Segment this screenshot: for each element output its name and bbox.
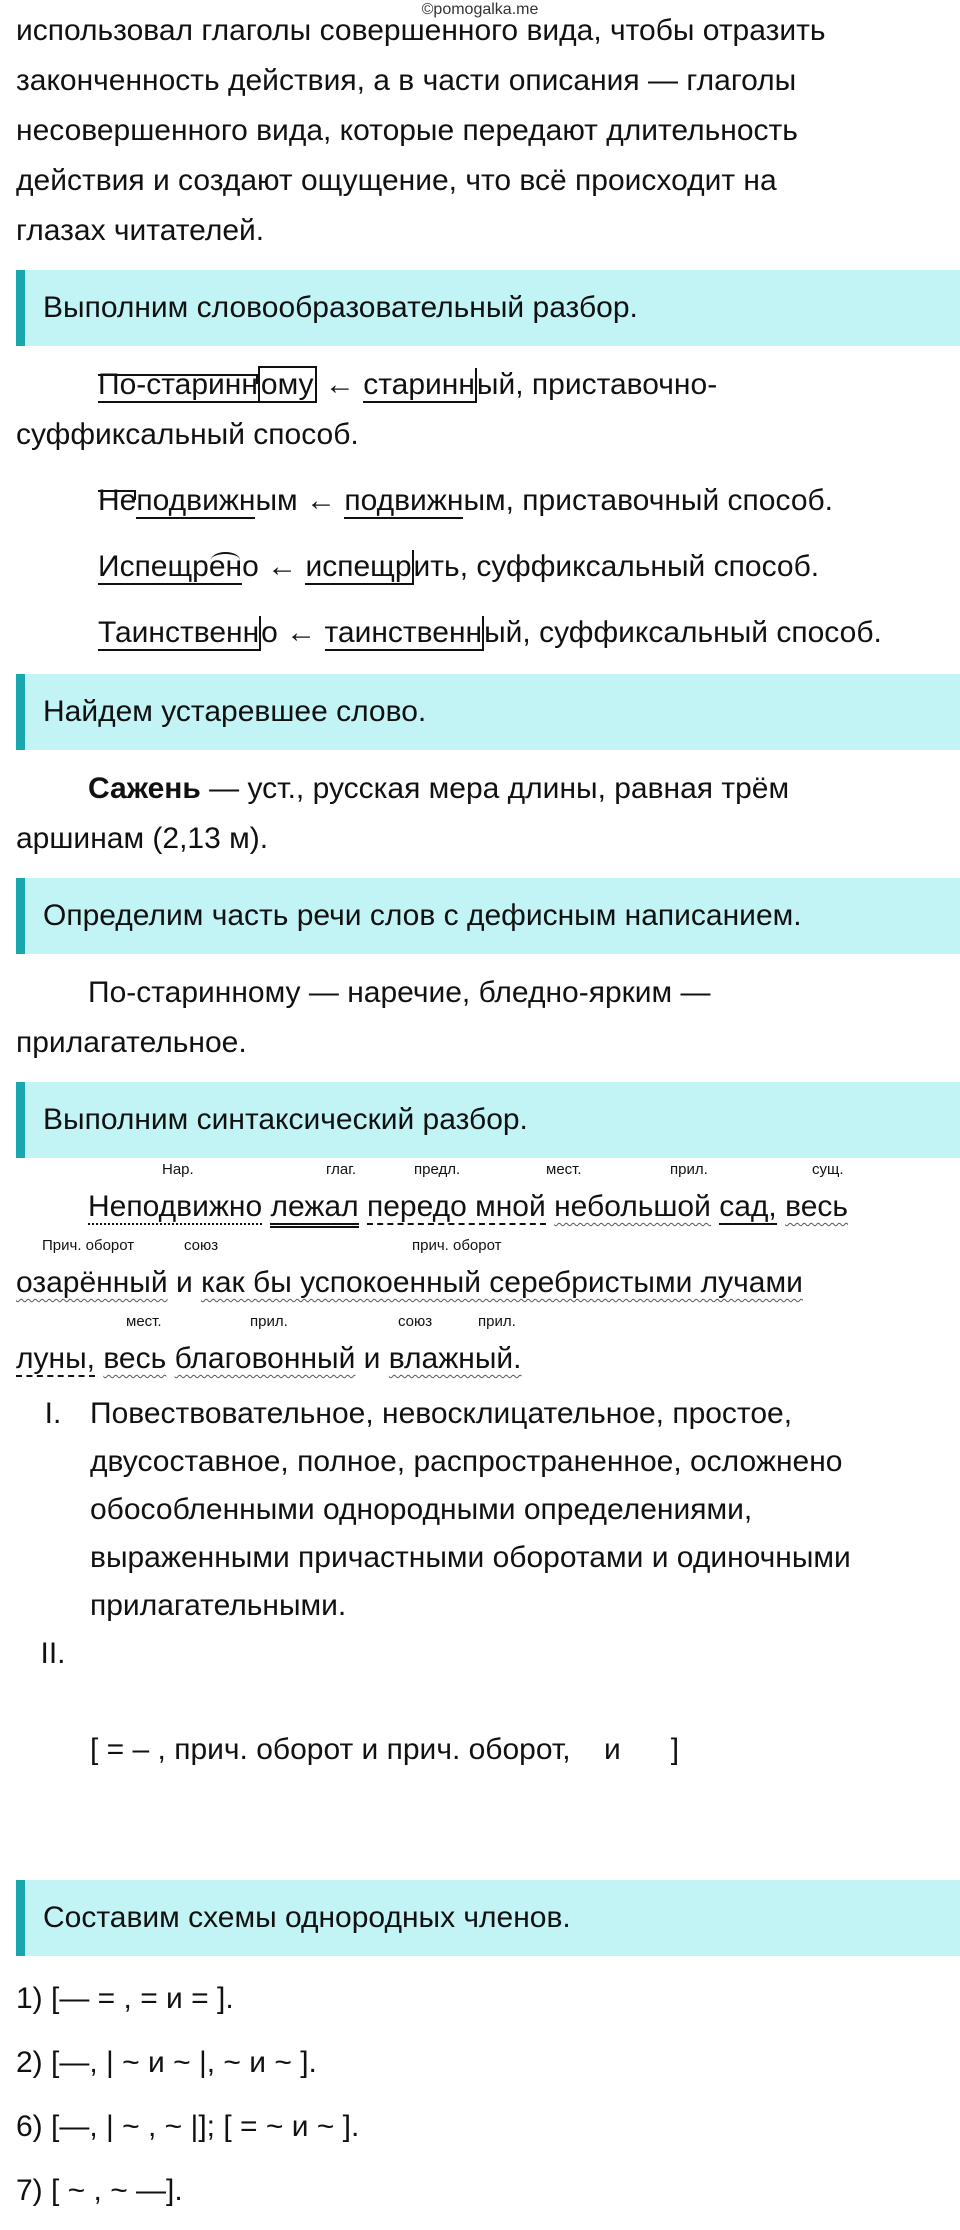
pos-label: предл. xyxy=(414,1161,461,1178)
part-of-speech-labels xyxy=(16,1312,956,1334)
sentence-word: лежал xyxy=(270,1190,358,1228)
archaic-definition-continued: аршинам (2,13 м). xyxy=(16,822,269,855)
section-header-schemes: Составим схемы однородных членов. xyxy=(16,1880,960,1956)
syntax-line xyxy=(16,1236,956,1312)
formation-method: , суффиксальный способ. xyxy=(459,550,820,583)
pos-label: прил. xyxy=(670,1161,708,1178)
sentence-word: озарённый xyxy=(16,1266,168,1299)
sentence-word: сад, xyxy=(719,1190,777,1223)
archaic-definition-text: — уст., русская мера длины, равная трём xyxy=(200,772,790,805)
archaic-block xyxy=(16,764,956,864)
derived-word-ending: ым xyxy=(255,484,298,517)
source-word-stem: подвижн xyxy=(344,484,464,517)
sentence-word: влажный. xyxy=(388,1342,522,1375)
part-of-speech-labels xyxy=(16,1236,956,1258)
analysis-list xyxy=(16,1390,956,1870)
word-formation-item xyxy=(16,608,956,658)
sentence-text xyxy=(16,1268,803,1298)
source-word-ending: ый xyxy=(484,616,523,649)
formation-method: , суффиксальный способ. xyxy=(522,616,882,649)
source-word-ending: ым xyxy=(463,484,506,517)
arrow-icon: ← xyxy=(316,368,364,401)
pos-label: мест. xyxy=(546,1161,582,1178)
source-word-ending: ить xyxy=(413,550,460,583)
pos-label: союз xyxy=(184,1237,219,1254)
pos-label: Прич. оборот xyxy=(42,1237,135,1254)
analysis-line: двусоставное, полное, распространенное, осложнено xyxy=(90,1445,843,1478)
sentence-word: небольшой xyxy=(554,1190,711,1223)
derived-word-stem: подвижн xyxy=(136,484,256,517)
analysis-line: Повествовательное, невосклицательное, простое, xyxy=(90,1397,793,1430)
analysis-line: обособленными однородными определениями, xyxy=(90,1493,753,1526)
sentence-word: весь xyxy=(785,1190,849,1223)
analysis-line: [ = – , прич. оборот и прич. оборот, и ] xyxy=(90,1733,680,1766)
suffix: ен xyxy=(208,550,243,583)
word-formation-item xyxy=(16,360,956,410)
scheme-line: 6) [—, | ~ , ~ |]; [ = ~ и ~ ]. xyxy=(16,2110,360,2143)
word-formation-item xyxy=(16,476,956,526)
derived-word-stem: По-старинн xyxy=(98,368,258,401)
sentence-word: и xyxy=(175,1266,193,1299)
archaic-definition xyxy=(16,764,956,814)
derived-word-ending: о xyxy=(261,616,278,649)
intro-line: законченность действия, а в части описания — глаголы xyxy=(16,64,797,97)
syntax-line xyxy=(16,1160,956,1236)
intro-line: использовал глаголы совершенного вида, чтобы отразить xyxy=(16,14,826,47)
analysis-text xyxy=(90,1630,679,1870)
pos-label: сущ. xyxy=(812,1161,844,1178)
hyphen-text: По-старинному — наречие, бледно-ярким — xyxy=(88,976,711,1009)
hyphen-block xyxy=(16,968,956,1068)
scheme-line: 1) [— = , = и = ]. xyxy=(16,1982,234,2015)
pos-label: прил. xyxy=(250,1313,288,1330)
page-content xyxy=(16,0,956,2230)
derived-word-stem: Испещр xyxy=(98,550,209,583)
pos-label: Нар. xyxy=(162,1161,194,1178)
analysis-line: выраженными причастными оборотами и одиночными xyxy=(90,1541,851,1574)
pos-label: прич. оборот xyxy=(412,1237,502,1254)
arrow-icon: ← xyxy=(297,484,345,517)
analysis-item xyxy=(16,1630,956,1870)
word-formation-item-continued: суффиксальный способ. xyxy=(16,418,359,451)
part-of-speech-labels xyxy=(16,1160,956,1182)
analysis-number: I. xyxy=(44,1397,62,1430)
source-word-stem: таинственн xyxy=(324,616,483,649)
derived-word-ending: ому xyxy=(258,366,317,403)
formation-method: , приставочно- xyxy=(515,368,718,401)
pos-label: мест. xyxy=(126,1313,162,1330)
sentence-text xyxy=(16,1344,522,1374)
analysis-item xyxy=(16,1390,956,1630)
intro-line: глазах читателей. xyxy=(16,214,265,247)
section-header-syntax: Выполним синтаксический разбор. xyxy=(16,1082,960,1158)
arrow-icon: ← xyxy=(277,616,325,649)
analysis-line: прилагательными. xyxy=(90,1589,347,1622)
scheme-line: 2) [—, | ~ и ~ |, ~ и ~ ]. xyxy=(16,2046,317,2079)
schemes-block xyxy=(16,1974,956,2216)
intro-line: несовершенного вида, которые передают длительность xyxy=(16,114,798,147)
formation-method: , приставочный способ. xyxy=(505,484,834,517)
analysis-number: II. xyxy=(40,1637,66,1670)
section-header-word-formation: Выполним словообразовательный разбор. xyxy=(16,270,960,346)
pos-label: глаг. xyxy=(326,1161,357,1178)
source-word-stem: испещр xyxy=(305,550,412,583)
scheme-line: 7) [ ~ , ~ —]. xyxy=(16,2174,183,2207)
hyphen-text: прилагательное. xyxy=(16,1026,247,1059)
watermark: ©pomogalka.me xyxy=(421,1,539,18)
pos-label: союз xyxy=(398,1313,433,1330)
syntax-block xyxy=(16,1160,956,1870)
intro-line: действия и создают ощущение, что всё происходит на xyxy=(16,164,777,197)
prefix: Не xyxy=(98,484,137,517)
sentence-word: Неподвижно xyxy=(88,1190,263,1223)
sentence-word: весь xyxy=(103,1342,167,1375)
source-word-stem: старинн xyxy=(363,368,475,401)
source-word-ending: ый xyxy=(476,368,516,401)
word-formation-block xyxy=(16,360,956,658)
syntax-line xyxy=(16,1312,956,1388)
archaic-term: Сажень xyxy=(88,772,201,805)
sentence-word: как бы успокоенный серебристыми лучами xyxy=(201,1266,803,1299)
sentence-text xyxy=(88,1192,848,1222)
derived-word-ending: о xyxy=(242,550,259,583)
derived-word-stem: Таинственн xyxy=(98,616,260,649)
sentence-word: передо мной xyxy=(366,1190,546,1223)
arrow-icon: ← xyxy=(258,550,306,583)
section-header-archaic: Найдем устаревшее слово. xyxy=(16,674,960,750)
section-header-hyphen: Определим часть речи слов с дефисным написанием. xyxy=(16,878,960,954)
intro-paragraph xyxy=(16,4,956,256)
word-formation-item xyxy=(16,542,956,592)
analysis-text xyxy=(90,1390,851,1630)
sentence-word: благовонный xyxy=(174,1342,356,1375)
sentence-word: и xyxy=(363,1342,381,1375)
pos-label: прил. xyxy=(478,1313,516,1330)
sentence-word: луны, xyxy=(16,1342,95,1375)
